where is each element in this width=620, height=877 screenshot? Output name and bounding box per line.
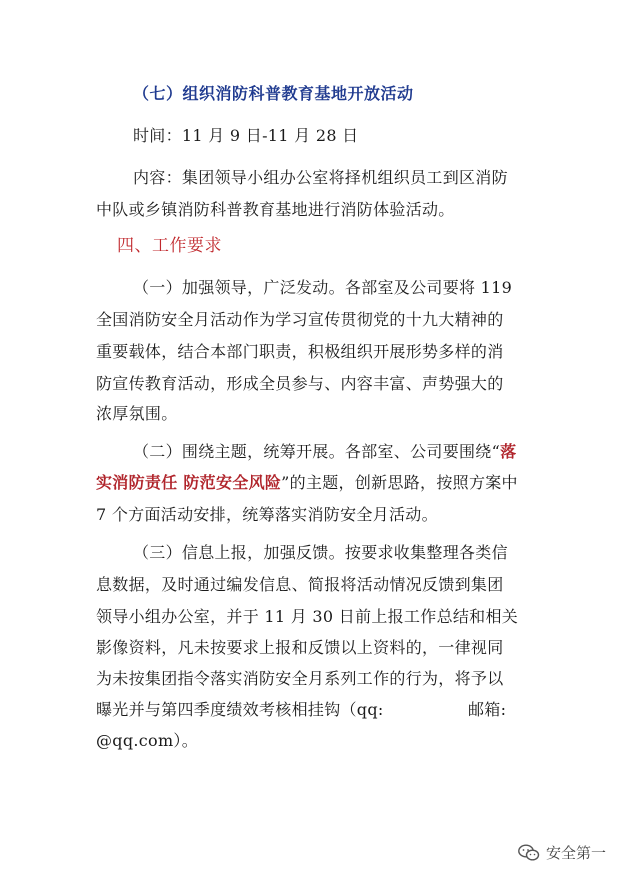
paragraph-line: 息数据，及时通过编发信息、简报将活动情况反馈到集团	[96, 575, 504, 594]
paragraph-line: 防宣传教育活动，形成全员参与、内容丰富、声势强大的	[96, 374, 504, 393]
paragraph-line: （一）加强领导，广泛发动。各部室及公司要将 119	[133, 278, 513, 297]
content-line: 内容：集团领导小组办公室将择机组织员工到区消防	[133, 168, 508, 187]
theme-highlight: 落	[500, 442, 517, 461]
paragraph-line: 7 个方面活动安排，统筹落实消防安全月活动。	[96, 505, 438, 524]
wechat-icon	[518, 844, 540, 862]
email-label: 邮箱:	[468, 700, 507, 719]
paragraph-line: （三）信息上报，加强反馈。按要求收集整理各类信	[133, 543, 508, 562]
paragraph-line	[96, 473, 518, 493]
section-title: （七）组织消防科普教育基地开放活动	[133, 84, 414, 103]
paragraph-text: （二）围绕主题，统筹开展。各部室、公司要围绕“	[133, 442, 501, 461]
paragraph-line	[133, 442, 516, 462]
paragraph-line	[96, 700, 526, 720]
paragraph-line: 浓厚氛围。	[96, 404, 178, 423]
time-line: 时间：11 月 9 日-11 月 28 日	[133, 126, 359, 145]
paragraph-line: 影像资料，凡未按要求上报和反馈以上资料的，一律视同	[96, 638, 504, 657]
paragraph-line: 全国消防安全月活动作为学习宣传贯彻党的十九大精神的	[96, 310, 504, 329]
paragraph-text: ”的主题，创新思路，按照方案中	[281, 473, 518, 492]
paragraph-line: 为未按集团指令落实消防安全月系列工作的行为，将予以	[96, 669, 504, 688]
wechat-watermark	[518, 842, 606, 863]
paragraph-line: @qq.com）。	[96, 731, 199, 750]
section-heading: 四、工作要求	[117, 236, 222, 256]
content-line: 中队或乡镇消防科普教育基地进行消防体验活动。	[96, 200, 455, 219]
theme-highlight: 实消防责任 防范安全风险	[96, 473, 282, 492]
paragraph-text: 曝光并与第四季度绩效考核相挂钩（qq:	[96, 700, 384, 719]
watermark-text: 安全第一	[545, 844, 606, 862]
paragraph-line: 领导小组办公室，并于 11 月 30 日前上报工作总结和相关	[96, 607, 519, 626]
paragraph-line: 重要载体，结合本部门职责，积极组织开展形势多样的消	[96, 342, 504, 361]
